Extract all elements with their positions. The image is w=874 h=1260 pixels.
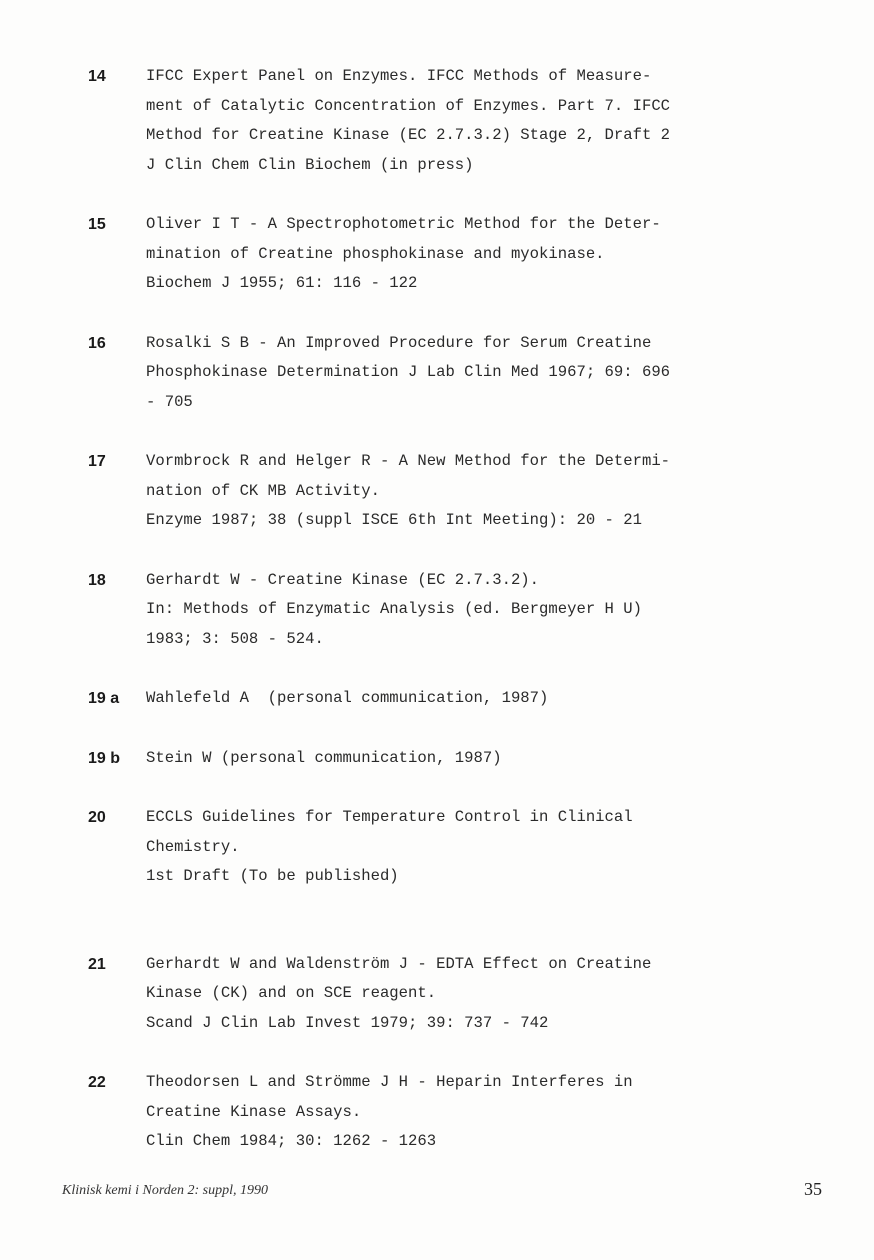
reference-entry — [88, 803, 848, 892]
reference-line: nation of CK MB Activity. — [146, 481, 380, 500]
reference-line: IFCC Expert Panel on Enzymes. IFCC Methods of Measure- — [146, 67, 652, 85]
reference-line: Theodorsen L and Strömme J H - Heparin Interferes in — [146, 1073, 633, 1091]
reference-line: 1983; 3: 508 - 524. — [146, 629, 324, 648]
reference-text — [146, 950, 848, 1039]
reference-number: 19 a — [88, 690, 120, 707]
reference-number: 20 — [88, 809, 106, 826]
reference-entry — [88, 950, 848, 1039]
reference-number: 22 — [88, 1074, 106, 1091]
reference-line: Vormbrock R and Helger R - A New Method for the Determi- — [146, 452, 671, 470]
reference-line: In: Methods of Enzymatic Analysis (ed. Bergmeyer H U) — [146, 600, 642, 618]
reference-line: Biochem J 1955; 61: 116 - 122 — [146, 274, 418, 292]
reference-line: - 705 — [146, 392, 193, 411]
reference-text — [146, 744, 848, 774]
page-number: 35 — [804, 1179, 822, 1199]
reference-entry — [88, 329, 848, 418]
reference-line: Enzyme 1987; 38 (suppl ISCE 6th Int Meeting): 20 - 21 — [146, 511, 642, 529]
reference-line: Gerhardt W and Waldenström J - EDTA Effect on Creatine — [146, 954, 652, 973]
reference-line: Chemistry. — [146, 837, 240, 856]
reference-line: Rosalki S B - An Improved Procedure for Serum Creatine — [146, 333, 652, 352]
reference-line: Stein W (personal communication, 1987) — [146, 748, 502, 767]
reference-text — [146, 566, 848, 655]
reference-line: Clin Chem 1984; 30: 1262 - 1263 — [146, 1132, 437, 1150]
reference-text — [146, 329, 848, 418]
reference-number: 14 — [88, 68, 106, 85]
reference-entry — [88, 1068, 848, 1157]
reference-number: 18 — [88, 571, 106, 589]
reference-entry — [88, 210, 848, 299]
reference-line: Phosphokinase Determination J Lab Clin Med 1967; 69: 696 — [146, 363, 671, 381]
reference-line: Gerhardt W - Creatine Kinase (EC 2.7.3.2). — [146, 570, 540, 589]
reference-entry — [88, 447, 848, 536]
reference-line: Wahlefeld A (personal communication, 1987) — [146, 689, 549, 707]
reference-line: Method for Creatine Kinase (EC 2.7.3.2) Stage 2, Draft 2 — [146, 126, 671, 144]
reference-list — [88, 62, 848, 1157]
reference-number: 17 — [88, 453, 106, 470]
reference-line: mination of Creatine phosphokinase and myokinase. — [146, 244, 605, 263]
reference-line: ment of Catalytic Concentration of Enzymes. Part 7. IFCC — [146, 96, 671, 115]
reference-line: Creatine Kinase Assays. — [146, 1102, 362, 1121]
reference-line: ECCLS Guidelines for Temperature Control in Clinical — [146, 808, 633, 826]
reference-number: 16 — [88, 334, 106, 352]
reference-number: 21 — [88, 955, 106, 973]
reference-text — [146, 62, 848, 180]
footer-journal-citation: Klinisk kemi i Norden 2: suppl, 1990 — [62, 1183, 268, 1198]
reference-entry — [88, 744, 848, 774]
reference-text — [146, 684, 848, 714]
reference-entry — [88, 62, 848, 180]
reference-number: 15 — [88, 216, 106, 233]
reference-line: J Clin Chem Clin Biochem (in press) — [146, 155, 474, 174]
reference-text — [146, 1068, 848, 1157]
reference-line: Scand J Clin Lab Invest 1979; 39: 737 - 742 — [146, 1013, 549, 1032]
reference-entry — [88, 684, 848, 714]
reference-text — [146, 210, 848, 299]
reference-text — [146, 803, 848, 892]
reference-line: Oliver I T - A Spectrophotometric Method for the Deter- — [146, 215, 661, 233]
reference-number: 19 b — [88, 749, 121, 767]
reference-line: 1st Draft (To be published) — [146, 867, 399, 885]
reference-entry — [88, 566, 848, 655]
reference-text — [146, 447, 848, 536]
reference-line: Kinase (CK) and on SCE reagent. — [146, 984, 437, 1002]
